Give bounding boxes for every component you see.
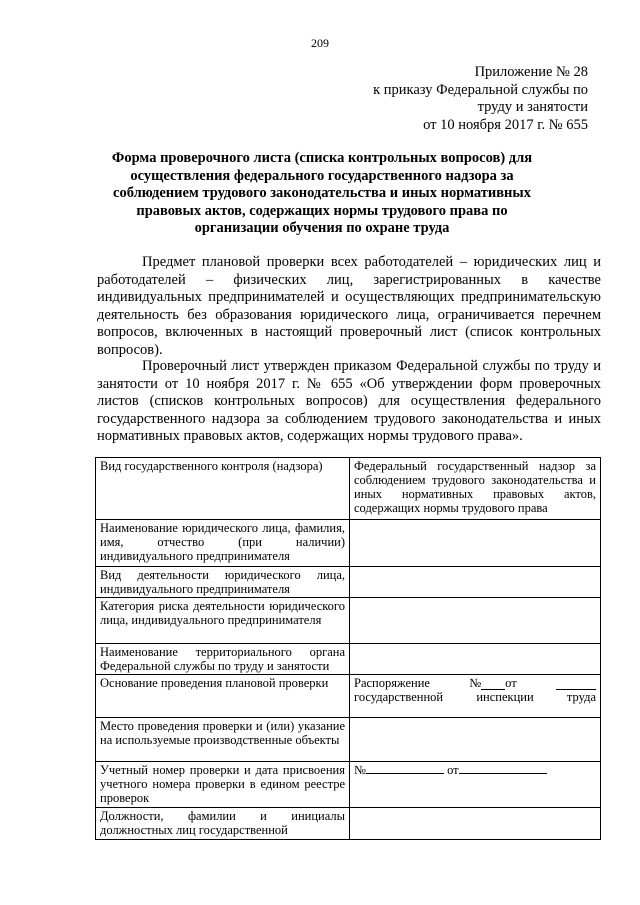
table-row — [96, 808, 601, 840]
date-label: от — [505, 676, 517, 690]
table-row — [96, 598, 601, 644]
appendix-line: труду и занятости — [477, 99, 588, 115]
table-row — [96, 675, 601, 718]
order-label: Распоряжение — [354, 676, 430, 690]
row-value — [350, 644, 601, 675]
paragraph-approval: Проверочный лист утвержден приказом Федеральной службы по труду и занятости от 10 ноября 2017 г. № 655 «Об утверждении форм проверочных листов (списков контрольных вопросов) для осуществления федерального государственного надзора за соблюдением трудового законодательства и иных нормативных правовых актов, содержащих нормы трудового права». — [97, 358, 601, 444]
appendix-line: к приказу Федеральной службы по — [373, 81, 588, 98]
row-label: Наименование территориального органа Федеральной службы по труду и занятости — [96, 644, 350, 675]
appendix-line: от 10 ноября 2017 г. № 655 — [423, 116, 588, 133]
row-value — [350, 520, 601, 567]
date-label: от — [447, 763, 459, 777]
appendix-heading — [373, 64, 588, 134]
table-row — [96, 458, 601, 520]
row-label: Основание проведения плановой проверки — [96, 675, 350, 718]
table-row — [96, 718, 601, 762]
row-label: Учетный номер проверки и дата присвоения учетного номера проверки в едином реестре проверок — [96, 762, 350, 808]
record-number-blank — [366, 763, 444, 774]
number-sign: № — [354, 763, 366, 777]
row-value — [350, 808, 601, 840]
inspection-form-table — [95, 457, 601, 840]
row-value — [350, 598, 601, 644]
row-value-record — [350, 762, 601, 808]
appendix-line: Приложение № 28 — [474, 64, 588, 80]
table-row — [96, 644, 601, 675]
order-date-blank — [556, 679, 596, 690]
number-sign: № — [469, 676, 482, 690]
page-number: 209 — [311, 36, 329, 50]
row-label: Наименование юридического лица, фамилия, имя, отчество (при наличии) индивидуального предпринимателя — [96, 520, 350, 567]
form-title: Форма проверочного листа (списка контрольных вопросов) для осуществления федерального государственного надзора за соблюдением трудового законодательства и иных нормативных правовых актов, содержащих нормы трудового права по организации обучения по охране труда — [111, 150, 533, 236]
order-issuer: государственной инспекции труда — [354, 690, 596, 704]
row-label: Вид государственного контроля (надзора) — [96, 458, 350, 520]
row-label: Место проведения проверки и (или) указание на используемые производственные объекты — [96, 718, 350, 762]
table-row — [96, 567, 601, 598]
table-row — [96, 520, 601, 567]
row-value — [350, 718, 601, 762]
record-date-blank — [459, 763, 547, 774]
table-row — [96, 762, 601, 808]
row-label: Категория риска деятельности юридического лица, индивидуального предпринимателя — [96, 598, 350, 644]
row-label: Вид деятельности юридического лица, индивидуального предпринимателя — [96, 567, 350, 598]
order-number-blank — [481, 679, 505, 690]
row-value — [350, 567, 601, 598]
row-value: Федеральный государственный надзор за соблюдением трудового законодательства и иных нормативных правовых актов, содержащих нормы трудового права — [350, 458, 601, 520]
row-label: Должности, фамилии и инициалы должностных лиц государственной — [96, 808, 350, 840]
paragraph-subject: Предмет плановой проверки всех работодателей – юридических лиц и работодателей – физических лиц, зарегистрированных в качестве индивидуальных предпринимателей и осуществляющих предпринимательскую деятельность без образования юридического лица, ограничивается перечнем вопросов, включенных в настоящий проверочный лист (список контрольных вопросов). — [97, 254, 601, 358]
row-value-order — [350, 675, 601, 718]
